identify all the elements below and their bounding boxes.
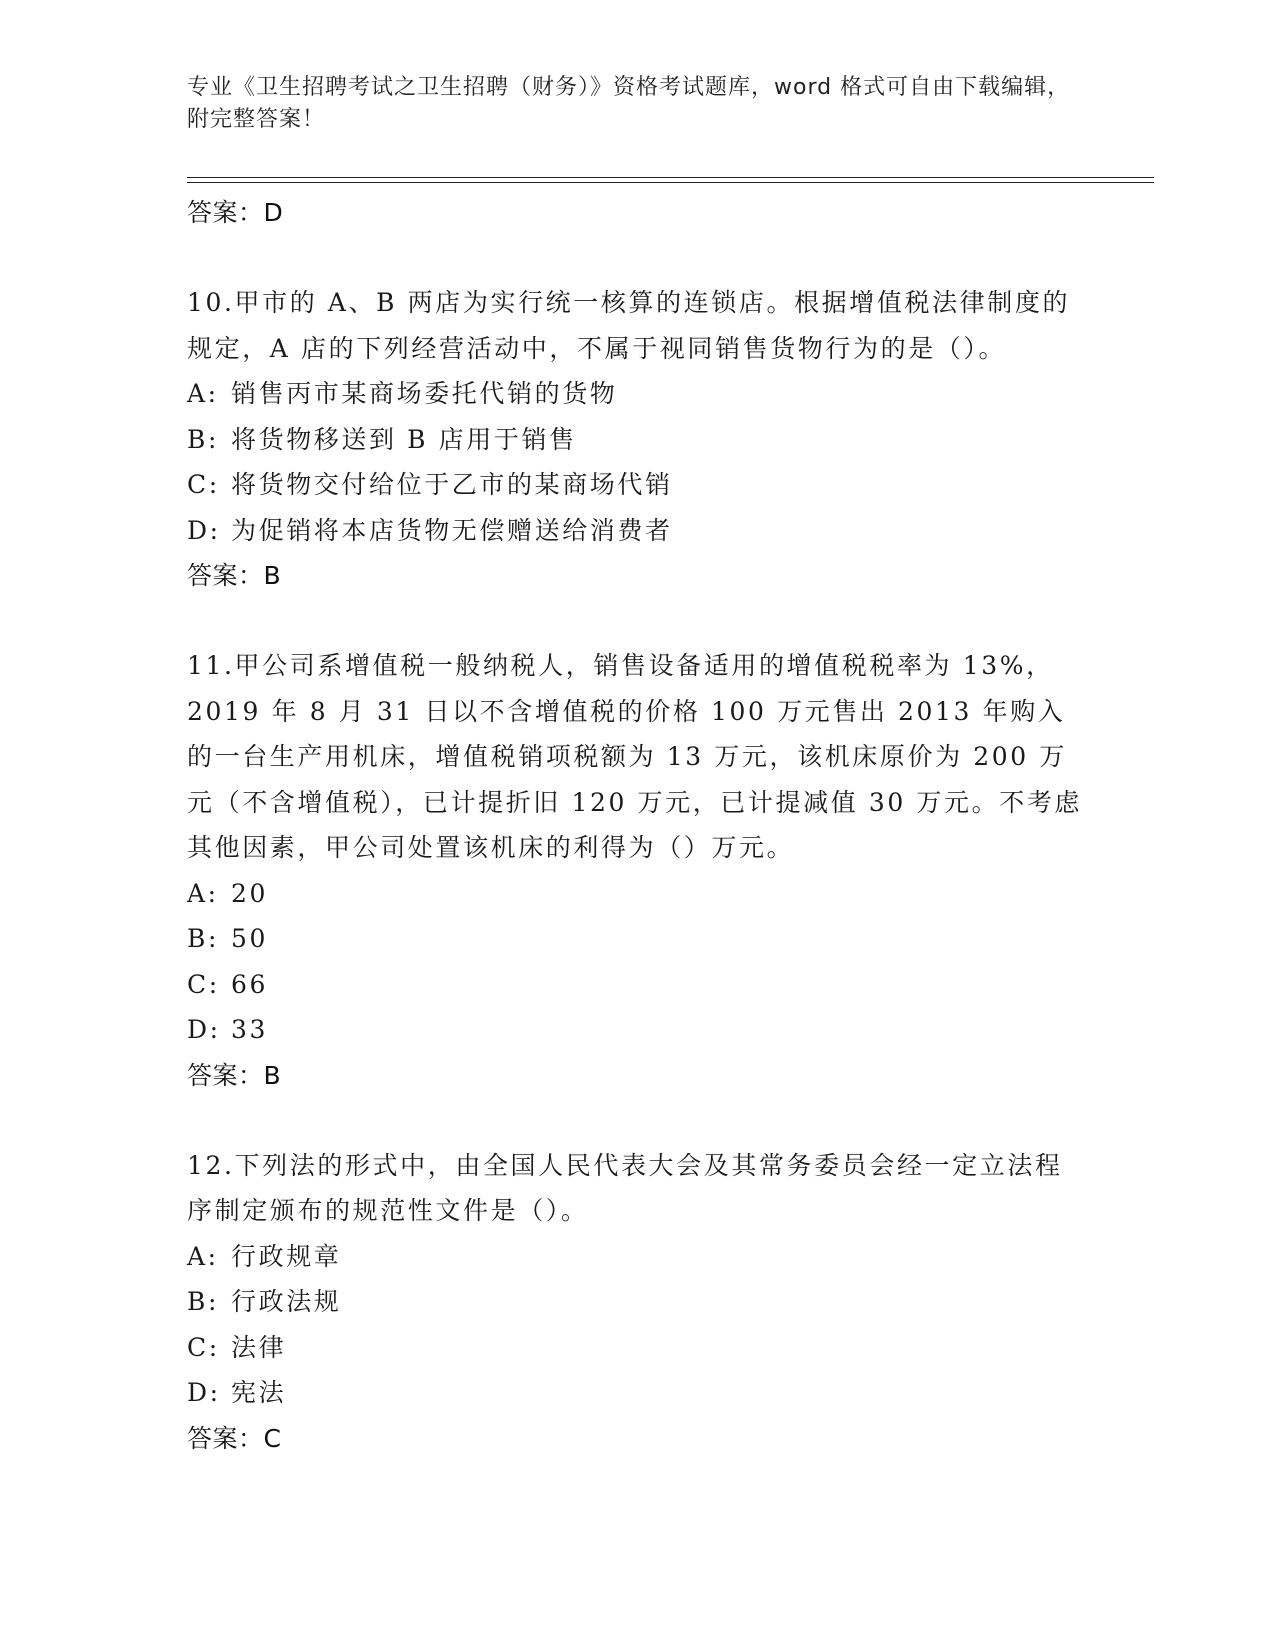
question-answer: 答案：B bbox=[187, 561, 282, 590]
option-letter: B: bbox=[187, 424, 219, 454]
option-c bbox=[187, 1325, 1087, 1371]
option-text: 销售丙市某商场委托代销的货物 bbox=[231, 379, 618, 408]
question-text: 11.甲公司系增值税一般纳税人，销售设备适用的增值税税率为 13%，2019 年 8 月 31 日以不含增值税的价格 100 万元售出 2013 年购入的一台生产用机床，增值税销项税额为 13 万元，该机床原价为 200 万元（不含增值税），已计提折旧 120 万元，已计提减值 30 万元。不考虑其他因素，甲公司处置该机床的利得为（）万元。 bbox=[187, 651, 1083, 862]
question-text: 12.下列法的形式中，由全国人民代表大会及其常务委员会经一定立法程序制定颁布的规范性文件是（）。 bbox=[187, 1150, 1063, 1225]
option-text: 将货物移送到 B 店用于销售 bbox=[231, 424, 577, 454]
header-intro-text: 专业《卫生招聘考试之卫生招聘（财务）》资格考试题库，word 格式可自由下载编辑，附完整答案！ bbox=[187, 75, 1071, 132]
question-answer: 答案：B bbox=[187, 1060, 282, 1090]
previous-question-answer: 答案：D bbox=[187, 198, 284, 227]
option-text: 20 bbox=[231, 878, 269, 908]
question-10 bbox=[187, 280, 1087, 599]
option-letter: A: bbox=[187, 379, 219, 408]
option-a bbox=[187, 871, 1087, 917]
question-answer: 答案：C bbox=[187, 1423, 282, 1453]
option-text: 66 bbox=[231, 969, 269, 999]
question-11 bbox=[187, 643, 1087, 1099]
option-d bbox=[187, 508, 1087, 554]
option-d bbox=[187, 1370, 1087, 1416]
document-header bbox=[187, 72, 1087, 136]
option-text: 宪法 bbox=[231, 1378, 287, 1407]
option-letter: C: bbox=[187, 470, 220, 499]
option-b bbox=[187, 916, 1087, 962]
question-list bbox=[187, 190, 1087, 1462]
option-text: 行政法规 bbox=[231, 1287, 342, 1316]
option-b bbox=[187, 1279, 1087, 1325]
option-letter: C: bbox=[187, 969, 220, 999]
option-c bbox=[187, 462, 1087, 508]
question-12 bbox=[187, 1143, 1087, 1462]
header-divider-bottom bbox=[187, 182, 1154, 183]
option-letter: A: bbox=[187, 1241, 219, 1271]
option-a bbox=[187, 371, 1087, 417]
option-text: 法律 bbox=[231, 1332, 287, 1362]
option-letter: B: bbox=[187, 1287, 219, 1316]
option-c bbox=[187, 962, 1087, 1008]
option-letter: A: bbox=[187, 878, 219, 908]
option-text: 行政规章 bbox=[231, 1241, 342, 1271]
option-letter: D: bbox=[187, 1378, 221, 1407]
option-text: 33 bbox=[231, 1015, 269, 1044]
option-letter: C: bbox=[187, 1332, 220, 1362]
header-divider-top bbox=[187, 177, 1154, 178]
option-b bbox=[187, 417, 1087, 463]
option-letter: D: bbox=[187, 515, 221, 545]
question-text: 10.甲市的 A、B 两店为实行统一核算的连锁店。根据增值税法律制度的规定，A 店的下列经营活动中，不属于视同销售货物行为的是（）。 bbox=[187, 288, 1071, 363]
option-a bbox=[187, 1234, 1087, 1280]
option-letter: B: bbox=[187, 924, 219, 953]
option-text: 50 bbox=[231, 924, 269, 953]
option-d bbox=[187, 1007, 1087, 1053]
option-text: 为促销将本店货物无偿赠送给消费者 bbox=[231, 515, 673, 545]
option-letter: D: bbox=[187, 1015, 221, 1044]
option-text: 将货物交付给位于乙市的某商场代销 bbox=[231, 470, 673, 499]
